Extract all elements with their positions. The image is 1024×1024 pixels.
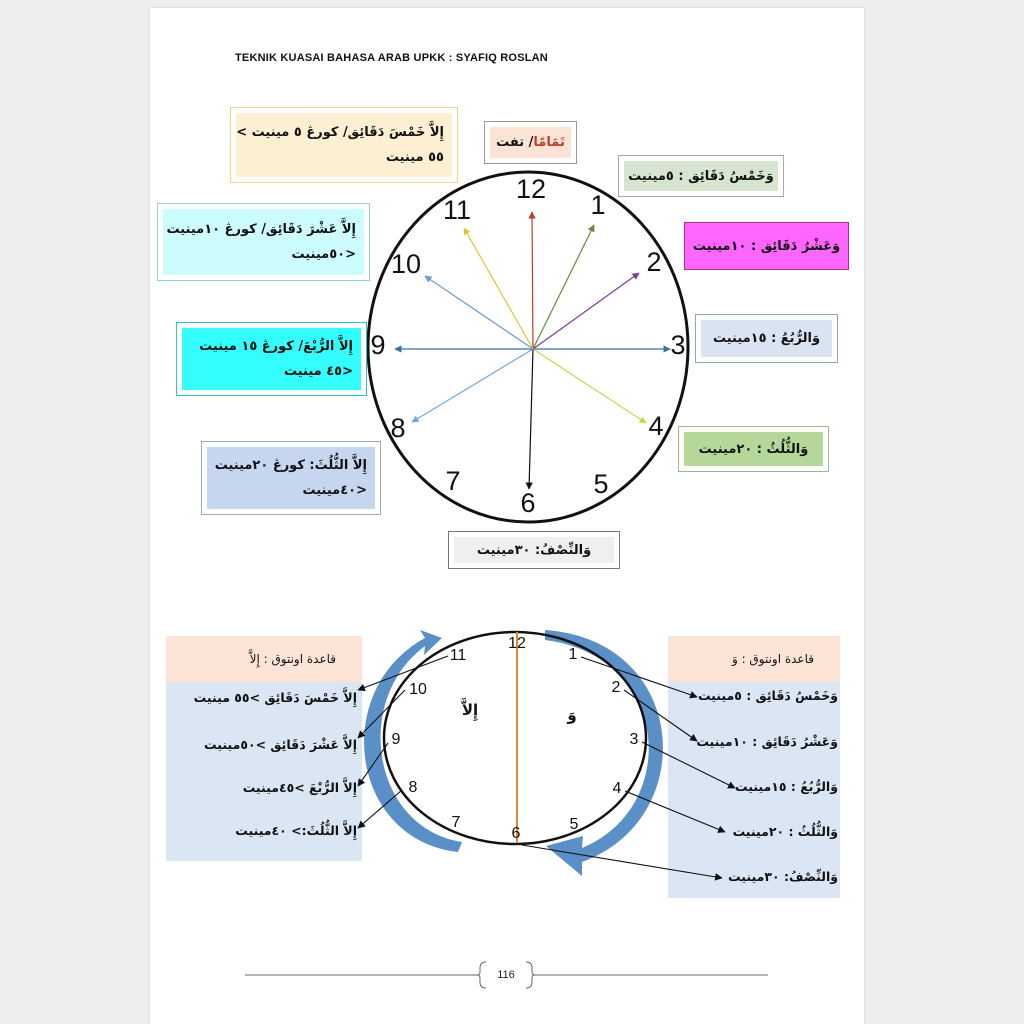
- illa-thulth-line1: إِلاَّ الثُّلُثَ: كورڠ ٢٠مينيت: [214, 458, 367, 473]
- clock-num-1: 1: [590, 190, 606, 221]
- bclock-num-11: 11: [449, 647, 467, 665]
- illa-ashr-line2: <٥٠مينيت: [291, 247, 356, 262]
- wa-nisf-text: وَالنِّصْفُ: ٣٠مينيت: [476, 542, 592, 558]
- panel-left-header: قاعدة اونتوق : إِلاَّ: [166, 636, 362, 682]
- bclock-num-10: 10: [409, 681, 427, 699]
- wa-khams-text: وَخَمْسُ دَقَائِق : ٥مينيت: [628, 168, 774, 184]
- panel-left-item-1: إِلاَّ خَمْسَ دَقَائِق >٥٥ مينيت: [193, 690, 357, 705]
- bclock-num-8: 8: [408, 779, 418, 797]
- panel-right-item-3: وَالرُّبُعُ : ١٥مينيت: [734, 779, 838, 794]
- clock-num-7: 7: [445, 466, 461, 497]
- clock-num-5: 5: [593, 469, 609, 500]
- panel-left-item-2: إِلاَّ عَشْرَ دَقَائِق >٥٠مينيت: [204, 737, 357, 752]
- panel-left-item-4: إِلاَّ الثُّلُثَ:> ٤٠مينيت: [235, 823, 357, 838]
- illa-ashr-line1: إِلاَّ عَشْرَ دَقَائِق/ كورڠ ١٠مينيت: [166, 222, 356, 237]
- tamaman-rest: / تفت: [496, 135, 534, 150]
- panel-right-header: قاعدة اونتوق : وَ: [668, 636, 840, 682]
- panel-right-item-2: وَعَشْرُ دَقَائِق : ١٠مينيت: [696, 734, 838, 749]
- illa-thulth-line2: <٤٠مينيت: [302, 483, 367, 498]
- illa-rub-line1: إِلاَّ الرُّبْعَ/ كورڠ ١٥ مينيت: [199, 339, 353, 354]
- panel-left-item-3: إِلاَّ الرُّبْعَ >٤٥مينيت: [242, 780, 357, 795]
- left-curved-arrow-icon: [364, 630, 462, 852]
- clock-num-10: 10: [390, 249, 422, 280]
- bclock-num-9: 9: [391, 731, 401, 749]
- document-header: TEKNIK KUASAI BAHASA ARAB UPKK : SYAFIQ ROSLAN: [235, 52, 548, 64]
- bclock-num-2: 2: [611, 679, 621, 697]
- clock-num-3: 3: [670, 330, 686, 361]
- illa-khams-line2: ٥٥ مينيت: [385, 150, 444, 165]
- panel-right-item-4: وَالثُّلُثُ : ٢٠مينيت: [732, 824, 838, 839]
- bclock-num-1: 1: [568, 646, 578, 664]
- bclock-left-half-label: إِلاَّ: [461, 701, 479, 719]
- clock-num-2: 2: [646, 247, 662, 278]
- connector-6: [522, 845, 722, 878]
- illa-rub-line2: <٤٥ مينيت: [283, 364, 353, 379]
- bottom-clock-face: [384, 632, 646, 844]
- wa-thulth-text: وَالثُّلُثُ : ٢٠مينيت: [698, 441, 809, 457]
- clock-num-8: 8: [390, 413, 406, 444]
- bclock-num-12: 12: [508, 635, 526, 653]
- bclock-num-5: 5: [569, 816, 579, 834]
- bclock-num-7: 7: [451, 814, 461, 832]
- clock-num-11: 11: [442, 195, 472, 226]
- page-number: 116: [497, 969, 515, 981]
- bclock-num-6: 6: [511, 825, 521, 843]
- wa-rub-text: وَالرُّبُعُ : ١٥مينيت: [712, 331, 821, 346]
- bclock-num-3: 3: [629, 731, 639, 749]
- bclock-num-4: 4: [612, 780, 622, 798]
- bclock-right-half-label: وَ: [567, 706, 577, 724]
- clock-num-4: 4: [648, 411, 664, 442]
- illa-khams-line1: إِلاَّ خَمْسَ دَقَائِق/ كورڠ ٥ مينيت >: [236, 125, 444, 140]
- wa-ashr-text: وَعَشْرُ دَقَائِق : ١٠مينيت: [692, 238, 841, 254]
- panel-right-item-1: وَخَمْسُ دَقَائِق : ٥مينيت: [697, 688, 838, 703]
- tamaman-word: تَمَامًا: [533, 135, 565, 150]
- panel-right-item-5: وَالنِّصْفُ: ٣٠مينيت: [728, 869, 838, 884]
- clock-num-6: 6: [520, 488, 536, 519]
- clock-num-12: 12: [515, 174, 547, 205]
- clock-num-9: 9: [370, 330, 386, 361]
